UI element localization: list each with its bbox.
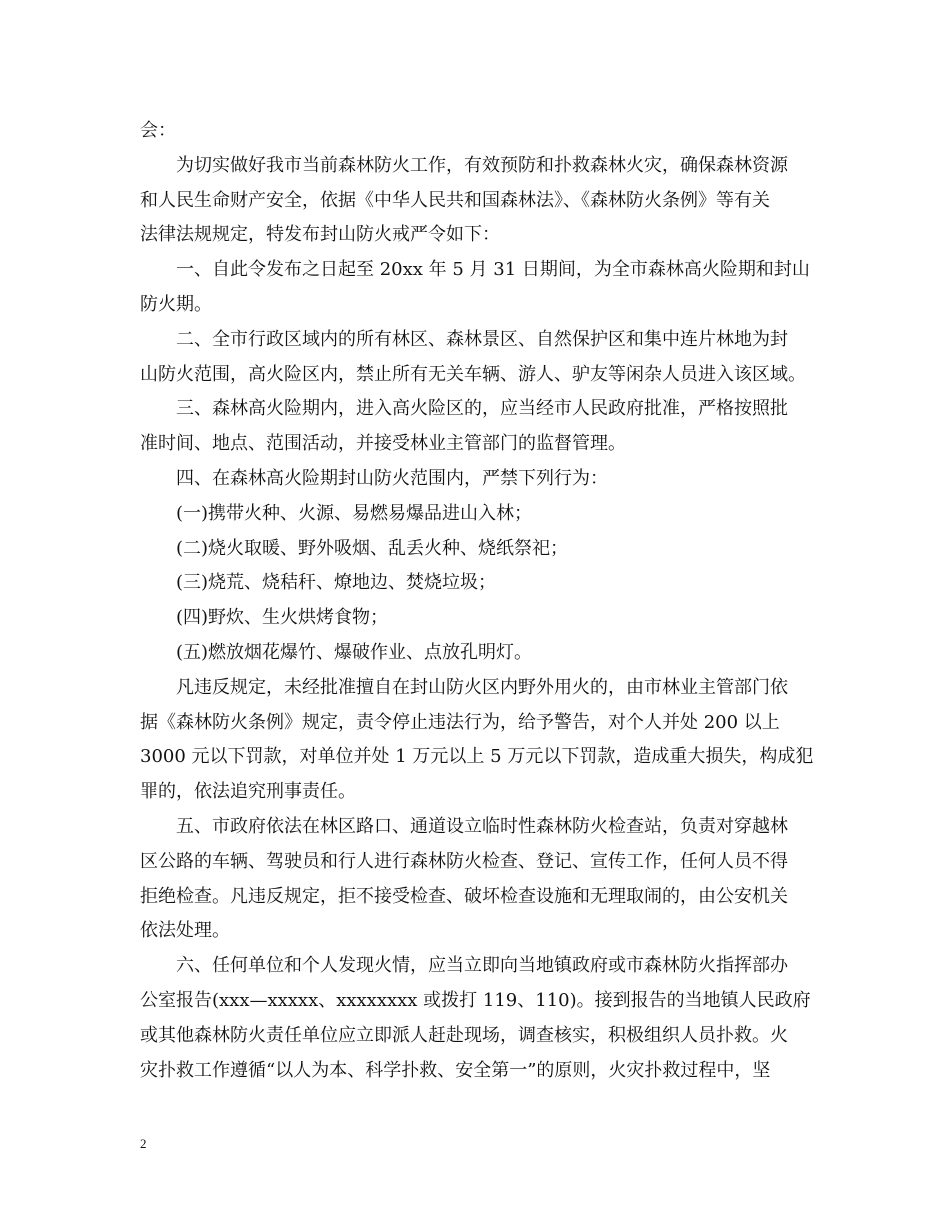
text-line: 灾扑救工作遵循“以人为本、科学扑救、安全第一”的原则，火灾扑救过程中，坚 bbox=[140, 1059, 771, 1081]
text-line: 四、在森林高火险期封山防火范围内，严禁下列行为： bbox=[176, 467, 608, 489]
text-line: 会： bbox=[140, 120, 176, 141]
text-line: 凡违反规定，未经批准擅自在封山防火区内野外用火的，由市林业主管部门依 bbox=[176, 676, 788, 698]
text-line: (五)燃放烟花爆竹、爆破作业、点放孔明灯。 bbox=[176, 641, 533, 663]
text-line: 3000 元以下罚款，对单位并处 1 万元以上 5 万元以下罚款，造成重大损失，构成犯 bbox=[140, 746, 814, 768]
text-line: 罪的，依法追究刑事责任。 bbox=[140, 781, 356, 803]
text-line: 为切实做好我市当前森林防火工作，有效预防和扑救森林火灾，确保森林资源 bbox=[176, 154, 788, 176]
text-line: 或其他森林防火责任单位应立即派人赶赴现场，调查核实，积极组织人员扑救。火 bbox=[140, 1024, 788, 1046]
text-line: 二、全市行政区域内的所有林区、森林景区、自然保护区和集中连片林地为封 bbox=[176, 328, 788, 350]
text-line: 准时间、地点、范围活动，并接受林业主管部门的监督管理。 bbox=[140, 433, 626, 455]
text-line: 三、森林高火险期内，进入高火险区的，应当经市人民政府批准，严格按照批 bbox=[176, 398, 788, 420]
text-line: 法律法规规定，特发布封山防火戒严令如下： bbox=[140, 224, 500, 246]
text-line: (一)携带火种、火源、易燃易爆品进山入林； bbox=[176, 502, 533, 524]
text-line: 据《森林防火条例》规定，责令停止违法行为，给予警告，对个人并处 200 以上 bbox=[140, 711, 780, 733]
text-line: 依法处理。 bbox=[140, 920, 230, 942]
text-line: 公室报告(xxx—xxxxx、xxxxxxxx 或拨打 119、110)。接到报告的当地镇人民政府 bbox=[140, 989, 811, 1011]
text-line: 山防火范围，高火险区内，禁止所有无关车辆、游人、驴友等闲杂人员进入该区域。 bbox=[140, 363, 806, 385]
text-line: (三)烧荒、烧秸秆、燎地边、焚烧垃圾； bbox=[176, 572, 497, 594]
page-number: 2 bbox=[140, 1136, 147, 1151]
text-line: 区公路的车辆、驾驶员和行人进行森林防火检查、登记、宣传工作，任何人员不得 bbox=[140, 850, 788, 872]
document-body bbox=[140, 114, 820, 1088]
text-line: 五、市政府依法在林区路口、通道设立临时性森林防火检查站，负责对穿越林 bbox=[176, 815, 788, 837]
text-line: 一、自此令发布之日起至 20xx 年 5 月 31 日期间，为全市森林高火险期和封山 bbox=[176, 259, 810, 281]
text-line: (二)烧火取暖、野外吸烟、乱丢火种、烧纸祭祀； bbox=[176, 537, 569, 559]
text-line: 防火期。 bbox=[140, 293, 212, 315]
text-line: 拒绝检查。凡违反规定，拒不接受检查、破坏检查设施和无理取闹的，由公安机关 bbox=[140, 885, 788, 907]
text-line: 六、任何单位和个人发现火情，应当立即向当地镇政府或市森林防火指挥部办 bbox=[176, 955, 788, 977]
text-line: (四)野炊、生火烘烤食物； bbox=[176, 607, 389, 629]
text-line: 和人民生命财产安全，依据《中华人民共和国森林法》、《森林防火条例》等有关 bbox=[140, 189, 770, 211]
